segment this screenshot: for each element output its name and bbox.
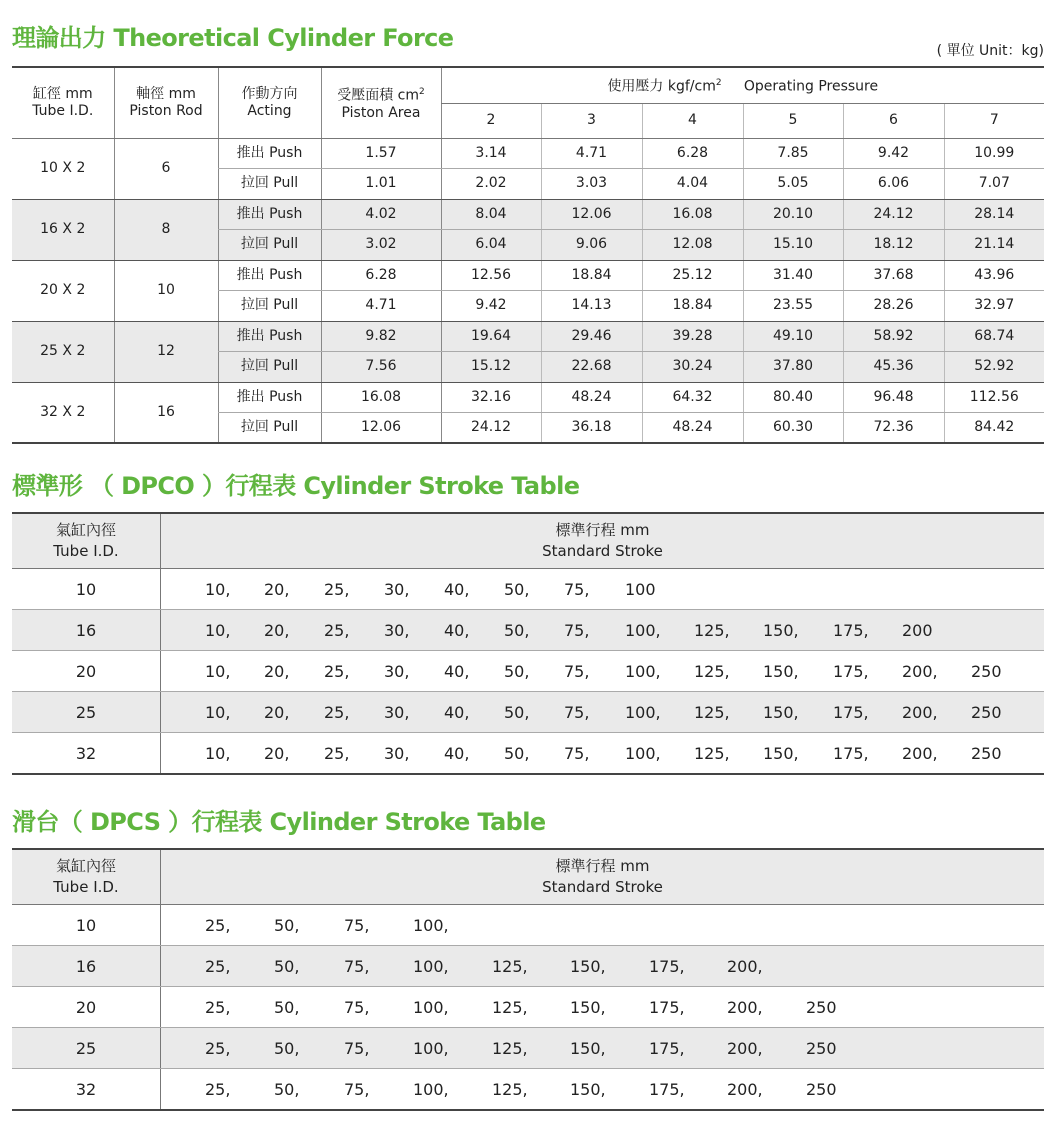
force-value-cell: 2.02 — [441, 169, 541, 200]
stroke-value: 40, — [444, 703, 470, 722]
stroke-value: 200, — [902, 662, 938, 681]
stroke-value: 75, — [344, 1039, 370, 1058]
force-value-cell: 96.48 — [843, 382, 944, 413]
stroke-value: 30, — [384, 662, 410, 681]
pressure-col-header: 3 — [541, 103, 642, 138]
force-row — [12, 260, 1044, 291]
force-value-cell: 32.16 — [441, 382, 541, 413]
stroke-value: 200, — [727, 1080, 763, 1099]
pressure-col-header: 5 — [743, 103, 843, 138]
force-value-cell: 64.32 — [642, 382, 743, 413]
stroke-row — [12, 987, 1044, 1028]
stroke-value: 150, — [570, 1080, 606, 1099]
force-value-cell: 18.84 — [541, 260, 642, 291]
stroke-value: 200, — [727, 998, 763, 1017]
stroke-value: 125, — [694, 662, 730, 681]
stroke-value: 50, — [274, 916, 300, 935]
stroke-row — [12, 569, 1044, 610]
piston-rod-cell: 12 — [114, 321, 218, 382]
stroke-value: 250 — [971, 703, 1002, 722]
force-value-cell: 9.06 — [541, 230, 642, 261]
tube-id-cell: 25 — [12, 1028, 161, 1069]
stroke-value: 125, — [492, 998, 528, 1017]
force-value-cell: 28.26 — [843, 291, 944, 322]
force-value-cell: 20.10 — [743, 199, 843, 230]
stroke-value: 50, — [274, 1039, 300, 1058]
force-value-cell: 30.24 — [642, 352, 743, 383]
stroke-value: 125, — [492, 957, 528, 976]
stroke-value: 175, — [649, 957, 685, 976]
piston-rod-cell: 16 — [114, 382, 218, 443]
header-tube-id: 缸徑 mm Tube I.D. — [12, 67, 114, 138]
piston-rod-cell: 10 — [114, 260, 218, 321]
stroke-value: 25, — [205, 998, 231, 1017]
stroke-value: 150, — [570, 1039, 606, 1058]
piston-rod-cell: 8 — [114, 199, 218, 260]
stroke-value: 125, — [492, 1080, 528, 1099]
force-value-cell: 18.12 — [843, 230, 944, 261]
stroke-value: 75, — [564, 580, 590, 599]
force-value-cell: 4.04 — [642, 169, 743, 200]
stroke-row — [12, 651, 1044, 692]
stroke-value: 175, — [833, 703, 869, 722]
dpco-section-title: 標準形 （ DPCO ）行程表 Cylinder Stroke Table — [12, 472, 580, 500]
stroke-value: 20, — [264, 621, 290, 640]
acting-cell: 拉回 Pull — [218, 352, 321, 383]
stroke-value: 25, — [205, 1080, 231, 1099]
stroke-values-cell — [161, 733, 1045, 775]
stroke-value: 30, — [384, 621, 410, 640]
stroke-row — [12, 1069, 1044, 1111]
stroke-value: 175, — [649, 1080, 685, 1099]
force-value-cell: 60.30 — [743, 413, 843, 444]
stroke-value: 100, — [413, 1080, 449, 1099]
stroke-value: 30, — [384, 744, 410, 763]
stroke-value: 175, — [833, 621, 869, 640]
force-value-cell: 8.04 — [441, 199, 541, 230]
stroke-value: 50, — [504, 580, 530, 599]
dpcs-stroke-table — [12, 848, 1044, 1111]
stroke-value: 100, — [413, 957, 449, 976]
force-value-cell: 49.10 — [743, 321, 843, 352]
stroke-value: 250 — [806, 998, 837, 1017]
tube-id-cell: 10 X 2 — [12, 138, 114, 199]
stroke-value: 100, — [413, 1039, 449, 1058]
pressure-col-header: 7 — [944, 103, 1044, 138]
stroke-value: 75, — [344, 998, 370, 1017]
stroke-value: 150, — [763, 744, 799, 763]
stroke-value: 50, — [504, 662, 530, 681]
force-value-cell: 80.40 — [743, 382, 843, 413]
tube-id-cell: 32 — [12, 733, 161, 775]
stroke-value: 100, — [625, 621, 661, 640]
stroke-value: 75, — [564, 621, 590, 640]
tube-id-cell: 16 — [12, 610, 161, 651]
stroke-value: 40, — [444, 744, 470, 763]
force-value-cell: 43.96 — [944, 260, 1044, 291]
stroke-values-cell — [161, 946, 1045, 987]
stroke-value: 125, — [694, 744, 730, 763]
stroke-value: 40, — [444, 662, 470, 681]
force-value-cell: 7.07 — [944, 169, 1044, 200]
stroke-value: 250 — [971, 744, 1002, 763]
force-value-cell: 9.42 — [441, 291, 541, 322]
stroke-value: 175, — [833, 744, 869, 763]
force-value-cell: 4.71 — [541, 138, 642, 169]
force-value-cell: 37.80 — [743, 352, 843, 383]
stroke-value: 75, — [344, 1080, 370, 1099]
stroke-value: 175, — [649, 1039, 685, 1058]
force-value-cell: 45.36 — [843, 352, 944, 383]
stroke-value: 175, — [649, 998, 685, 1017]
stroke-value: 125, — [694, 621, 730, 640]
stroke-value: 30, — [384, 703, 410, 722]
force-value-cell: 32.97 — [944, 291, 1044, 322]
stroke-value: 40, — [444, 580, 470, 599]
acting-cell: 推出 Push — [218, 138, 321, 169]
force-value-cell: 48.24 — [541, 382, 642, 413]
stroke-row — [12, 692, 1044, 733]
stroke-value: 125, — [492, 1039, 528, 1058]
force-value-cell: 31.40 — [743, 260, 843, 291]
stroke-row — [12, 733, 1044, 775]
stroke-value: 250 — [806, 1080, 837, 1099]
stroke-value: 20, — [264, 744, 290, 763]
stroke-value: 10, — [205, 662, 231, 681]
force-value-cell: 14.13 — [541, 291, 642, 322]
tube-id-cell: 16 — [12, 946, 161, 987]
stroke-row — [12, 905, 1044, 946]
stroke-value: 20, — [264, 580, 290, 599]
piston-area-cell: 1.57 — [321, 138, 441, 169]
tube-id-cell: 20 — [12, 987, 161, 1028]
piston-area-cell: 9.82 — [321, 321, 441, 352]
tube-id-cell: 20 X 2 — [12, 260, 114, 321]
stroke-value: 50, — [504, 703, 530, 722]
stroke-value: 25, — [324, 662, 350, 681]
stroke-value: 25, — [205, 957, 231, 976]
stroke-value: 40, — [444, 621, 470, 640]
tube-id-cell: 25 — [12, 692, 161, 733]
stroke-value: 100, — [625, 662, 661, 681]
stroke-value: 30, — [384, 580, 410, 599]
acting-cell: 拉回 Pull — [218, 230, 321, 261]
unit-note: ( 單位 Unit：kg) — [936, 43, 1044, 59]
stroke-value: 150, — [570, 957, 606, 976]
stroke-value: 125, — [694, 703, 730, 722]
stroke-value: 25, — [205, 916, 231, 935]
stroke-value: 250 — [806, 1039, 837, 1058]
header-piston-area: 受壓面積 $cm^2$ Piston Area — [321, 67, 441, 138]
stroke-value: 100, — [413, 998, 449, 1017]
stroke-values-cell — [161, 569, 1045, 610]
dpco-stroke-table — [12, 512, 1044, 775]
header-tube-id: 氣缸內徑 Tube I.D. — [12, 849, 161, 905]
piston-area-cell: 6.28 — [321, 260, 441, 291]
stroke-value: 50, — [274, 998, 300, 1017]
tube-id-cell: 25 X 2 — [12, 321, 114, 382]
pressure-col-header: 4 — [642, 103, 743, 138]
force-value-cell: 12.08 — [642, 230, 743, 261]
stroke-values-cell — [161, 610, 1045, 651]
force-value-cell: 19.64 — [441, 321, 541, 352]
header-acting: 作動方向 Acting — [218, 67, 321, 138]
acting-cell: 推出 Push — [218, 260, 321, 291]
stroke-value: 50, — [504, 621, 530, 640]
stroke-value: 20, — [264, 662, 290, 681]
stroke-value: 10, — [205, 703, 231, 722]
stroke-value: 200, — [727, 1039, 763, 1058]
acting-cell: 拉回 Pull — [218, 413, 321, 444]
stroke-value: 75, — [564, 662, 590, 681]
stroke-value: 250 — [971, 662, 1002, 681]
force-row — [12, 382, 1044, 413]
force-value-cell: 24.12 — [843, 199, 944, 230]
tube-id-cell: 32 — [12, 1069, 161, 1111]
stroke-values-cell — [161, 905, 1045, 946]
piston-area-cell: 4.02 — [321, 199, 441, 230]
force-value-cell: 112.56 — [944, 382, 1044, 413]
piston-area-cell: 1.01 — [321, 169, 441, 200]
stroke-value: 100, — [625, 703, 661, 722]
pressure-col-header: 6 — [843, 103, 944, 138]
acting-cell: 推出 Push — [218, 382, 321, 413]
stroke-value: 200, — [727, 957, 763, 976]
force-value-cell: 39.28 — [642, 321, 743, 352]
force-value-cell: 21.14 — [944, 230, 1044, 261]
force-value-cell: 52.92 — [944, 352, 1044, 383]
stroke-value: 150, — [570, 998, 606, 1017]
stroke-value: 150, — [763, 703, 799, 722]
force-row — [12, 199, 1044, 230]
stroke-value: 50, — [274, 1080, 300, 1099]
force-value-cell: 22.68 — [541, 352, 642, 383]
force-table — [12, 66, 1044, 444]
force-value-cell: 48.24 — [642, 413, 743, 444]
tube-id-cell: 32 X 2 — [12, 382, 114, 443]
force-value-cell: 12.56 — [441, 260, 541, 291]
force-value-cell: 3.03 — [541, 169, 642, 200]
force-value-cell: 3.14 — [441, 138, 541, 169]
piston-area-cell: 12.06 — [321, 413, 441, 444]
piston-area-cell: 3.02 — [321, 230, 441, 261]
force-row — [12, 138, 1044, 169]
force-value-cell: 9.42 — [843, 138, 944, 169]
header-operating-pressure: 使用壓力 kgf/$cm^2$ Operating Pressure — [441, 67, 1044, 103]
piston-area-cell: 4.71 — [321, 291, 441, 322]
stroke-value: 100, — [413, 916, 449, 935]
force-value-cell: 36.18 — [541, 413, 642, 444]
force-value-cell: 15.12 — [441, 352, 541, 383]
stroke-value: 200, — [902, 703, 938, 722]
acting-cell: 推出 Push — [218, 321, 321, 352]
force-value-cell: 72.36 — [843, 413, 944, 444]
stroke-value: 10, — [205, 744, 231, 763]
stroke-values-cell — [161, 987, 1045, 1028]
stroke-value: 75, — [344, 916, 370, 935]
tube-id-cell: 16 X 2 — [12, 199, 114, 260]
stroke-value: 20, — [264, 703, 290, 722]
force-row — [12, 321, 1044, 352]
force-value-cell: 5.05 — [743, 169, 843, 200]
stroke-value: 25, — [205, 1039, 231, 1058]
header-standard-stroke: 標準行程 mm Standard Stroke — [161, 513, 1045, 569]
force-value-cell: 68.74 — [944, 321, 1044, 352]
stroke-value: 10, — [205, 580, 231, 599]
piston-area-cell: 16.08 — [321, 382, 441, 413]
acting-cell: 拉回 Pull — [218, 291, 321, 322]
stroke-value: 200 — [902, 621, 933, 640]
stroke-value: 25, — [324, 703, 350, 722]
stroke-value: 75, — [564, 703, 590, 722]
stroke-row — [12, 946, 1044, 987]
stroke-value: 75, — [564, 744, 590, 763]
piston-area-cell: 7.56 — [321, 352, 441, 383]
stroke-value: 75, — [344, 957, 370, 976]
force-value-cell: 6.06 — [843, 169, 944, 200]
stroke-value: 150, — [763, 662, 799, 681]
force-value-cell: 37.68 — [843, 260, 944, 291]
force-value-cell: 25.12 — [642, 260, 743, 291]
tube-id-cell: 10 — [12, 569, 161, 610]
stroke-value: 175, — [833, 662, 869, 681]
force-value-cell: 16.08 — [642, 199, 743, 230]
force-value-cell: 23.55 — [743, 291, 843, 322]
stroke-value: 25, — [324, 580, 350, 599]
pressure-col-header: 2 — [441, 103, 541, 138]
stroke-value: 10, — [205, 621, 231, 640]
header-tube-id: 氣缸內徑 Tube I.D. — [12, 513, 161, 569]
header-standard-stroke: 標準行程 mm Standard Stroke — [161, 849, 1045, 905]
force-value-cell: 18.84 — [642, 291, 743, 322]
stroke-values-cell — [161, 692, 1045, 733]
tube-id-cell: 20 — [12, 651, 161, 692]
stroke-value: 200, — [902, 744, 938, 763]
force-value-cell: 10.99 — [944, 138, 1044, 169]
stroke-value: 25, — [324, 621, 350, 640]
stroke-value: 150, — [763, 621, 799, 640]
force-value-cell: 6.28 — [642, 138, 743, 169]
stroke-value: 50, — [504, 744, 530, 763]
stroke-values-cell — [161, 1069, 1045, 1111]
stroke-row — [12, 1028, 1044, 1069]
force-value-cell: 28.14 — [944, 199, 1044, 230]
stroke-value: 100 — [625, 580, 656, 599]
stroke-value: 25, — [324, 744, 350, 763]
force-value-cell: 58.92 — [843, 321, 944, 352]
stroke-row — [12, 610, 1044, 651]
stroke-values-cell — [161, 651, 1045, 692]
force-value-cell: 12.06 — [541, 199, 642, 230]
force-value-cell: 15.10 — [743, 230, 843, 261]
acting-cell: 推出 Push — [218, 199, 321, 230]
stroke-values-cell — [161, 1028, 1045, 1069]
header-piston-rod: 軸徑 mm Piston Rod — [114, 67, 218, 138]
dpcs-section-title: 滑台（ DPCS ）行程表 Cylinder Stroke Table — [12, 808, 546, 836]
force-section-title: 理論出力 Theoretical Cylinder Force — [12, 24, 454, 52]
force-value-cell: 29.46 — [541, 321, 642, 352]
acting-cell: 拉回 Pull — [218, 169, 321, 200]
force-value-cell: 6.04 — [441, 230, 541, 261]
piston-rod-cell: 6 — [114, 138, 218, 199]
force-value-cell: 24.12 — [441, 413, 541, 444]
force-value-cell: 7.85 — [743, 138, 843, 169]
tube-id-cell: 10 — [12, 905, 161, 946]
stroke-value: 50, — [274, 957, 300, 976]
stroke-value: 100, — [625, 744, 661, 763]
force-value-cell: 84.42 — [944, 413, 1044, 444]
